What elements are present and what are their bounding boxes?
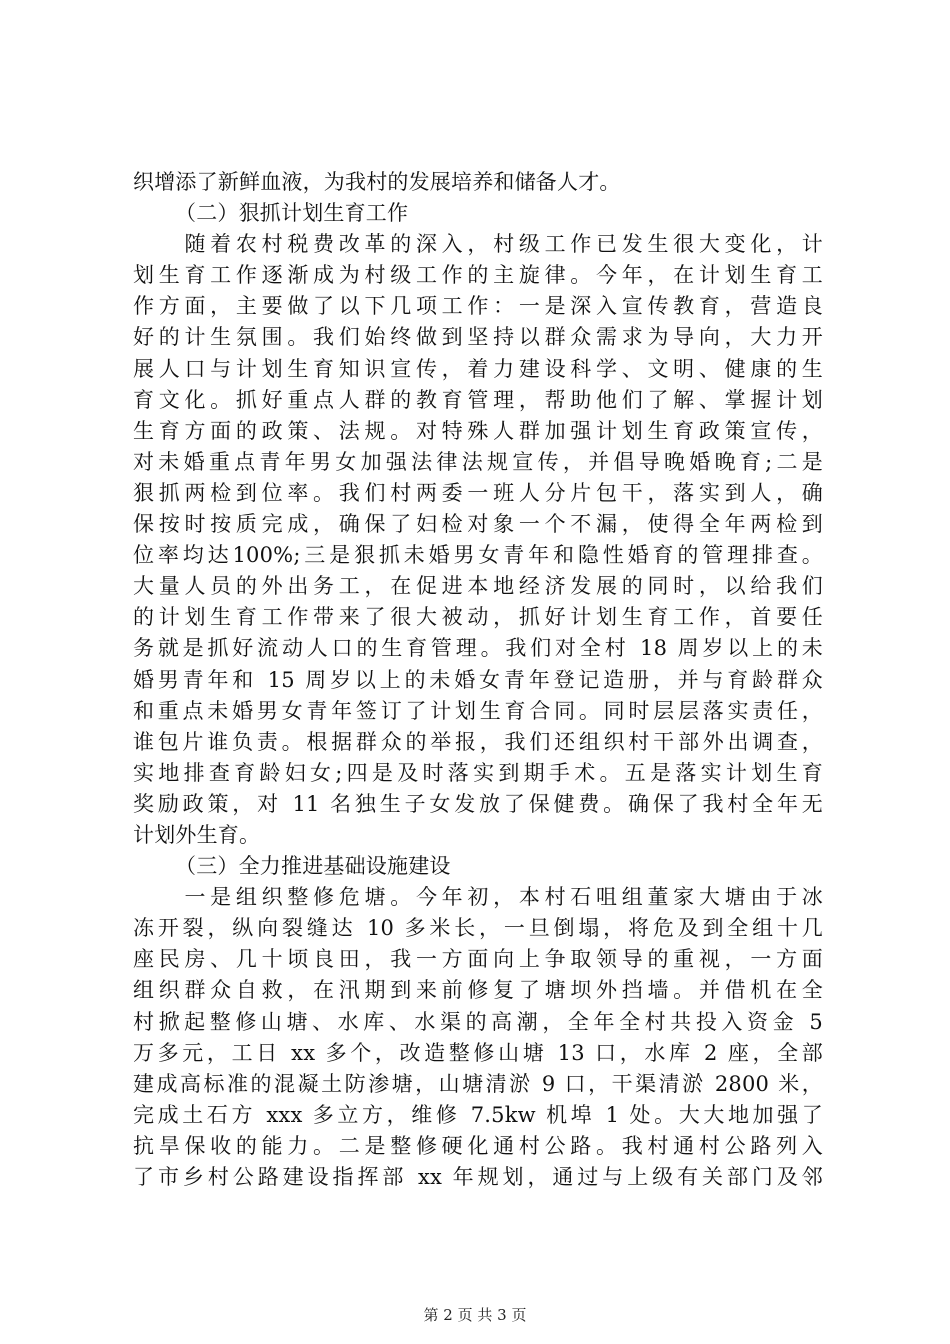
text-line: 务就是抓好流动人口的生育管理。我们对全村 18 周岁以上的未 [133,636,823,661]
text-line: 谁包片谁负责。根据群众的举报，我们还组织村干部外出调查， [133,729,823,754]
text-line: 好的计生氛围。我们始终做到坚持以群众需求为导向，大力开 [133,325,823,350]
text-line: 和重点未婚男女青年签订了计划生育合同。同时层层落实责任， [133,698,823,723]
text-line: 建成高标准的混凝土防渗塘，山塘清淤 9 口，干渠清淤 2800 米， [133,1071,823,1096]
text-line: 村掀起整修山塘、水库、水渠的高潮，全年全村共投入资金 5 [133,1009,823,1034]
text-line: 了市乡村公路建设指挥部 xx 年规划，通过与上级有关部门及邻 [133,1165,823,1189]
text-line: 大量人员的外出务工，在促进本地经济发展的同时，以给我们 [133,574,823,599]
text-line: 对未婚重点青年男女加强法律法规宣传，并倡导晚婚晚育;二是 [133,449,823,474]
text-line: 计划外生育。 [133,822,261,847]
text-line: 作方面，主要做了以下几项工作：一是深入宣传教育，营造良 [133,294,823,319]
section-heading: （三）全力推进基础设施建设 [175,854,451,879]
page-footer: 第 2 页 共 3 页 [423,1306,527,1324]
text-line: 完成土石方 xxx 多立方，维修 7.5kw 机埠 1 处。大大地加强了 [133,1102,823,1127]
text-line: 展人口与计划生育知识宣传，着力建设科学、文明、健康的生 [133,356,823,381]
text-line: 狠抓两检到位率。我们村两委一班人分片包干，落实到人，确 [133,480,823,505]
text-line: 的计划生育工作带来了很大被动，抓好计划生育工作，首要任 [133,605,823,630]
text-line: 划生育工作逐渐成为村级工作的主旋律。今年，在计划生育工 [133,263,823,288]
section-heading: （二）狠抓计划生育工作 [175,201,409,226]
text-line: 生育方面的政策、法规。对特殊人群加强计划生育政策宣传， [133,418,823,443]
text-line: 一是组织整修危塘。今年初，本村石咀组董家大塘由于冰 [133,885,823,910]
text-line: 万多元，工日 xx 多个，改造整修山塘 13 口，水库 2 座，全部 [133,1040,823,1065]
text-line: 抗旱保收的能力。二是整修硬化通村公路。我村通村公路列入 [133,1133,823,1158]
text-line: 组织群众自救，在汛期到来前修复了塘坝外挡墙。并借机在全 [133,978,823,1003]
text-line: 实地排查育龄妇女;四是及时落实到期手术。五是落实计划生育 [133,760,823,785]
text-line: 奖励政策，对 11 名独生子女发放了保健费。确保了我村全年无 [133,791,823,816]
text-line: 座民房、几十顷良田，我一方面向上争取领导的重视，一方面 [133,947,823,972]
text-line: 位率均达100%;三是狠抓未婚男女青年和隐性婚育的管理排查。 [133,543,823,568]
text-line: 冻开裂，纵向裂缝达 10 多米长，一旦倒塌，将危及到全组十几 [133,916,823,941]
text-line: 随着农村税费改革的深入，村级工作已发生很大变化，计 [133,232,823,257]
text-line: 婚男青年和 15 周岁以上的未婚女青年登记造册，并与育龄群众 [133,667,823,692]
text-line: 织增添了新鲜血液，为我村的发展培养和储备人才。 [133,170,621,194]
text-line: 保按时按质完成，确保了妇检对象一个不漏，使得全年两检到 [133,512,823,537]
text-line: 育文化。抓好重点人群的教育管理，帮助他们了解、掌握计划 [133,387,823,412]
body-text [133,167,823,1193]
